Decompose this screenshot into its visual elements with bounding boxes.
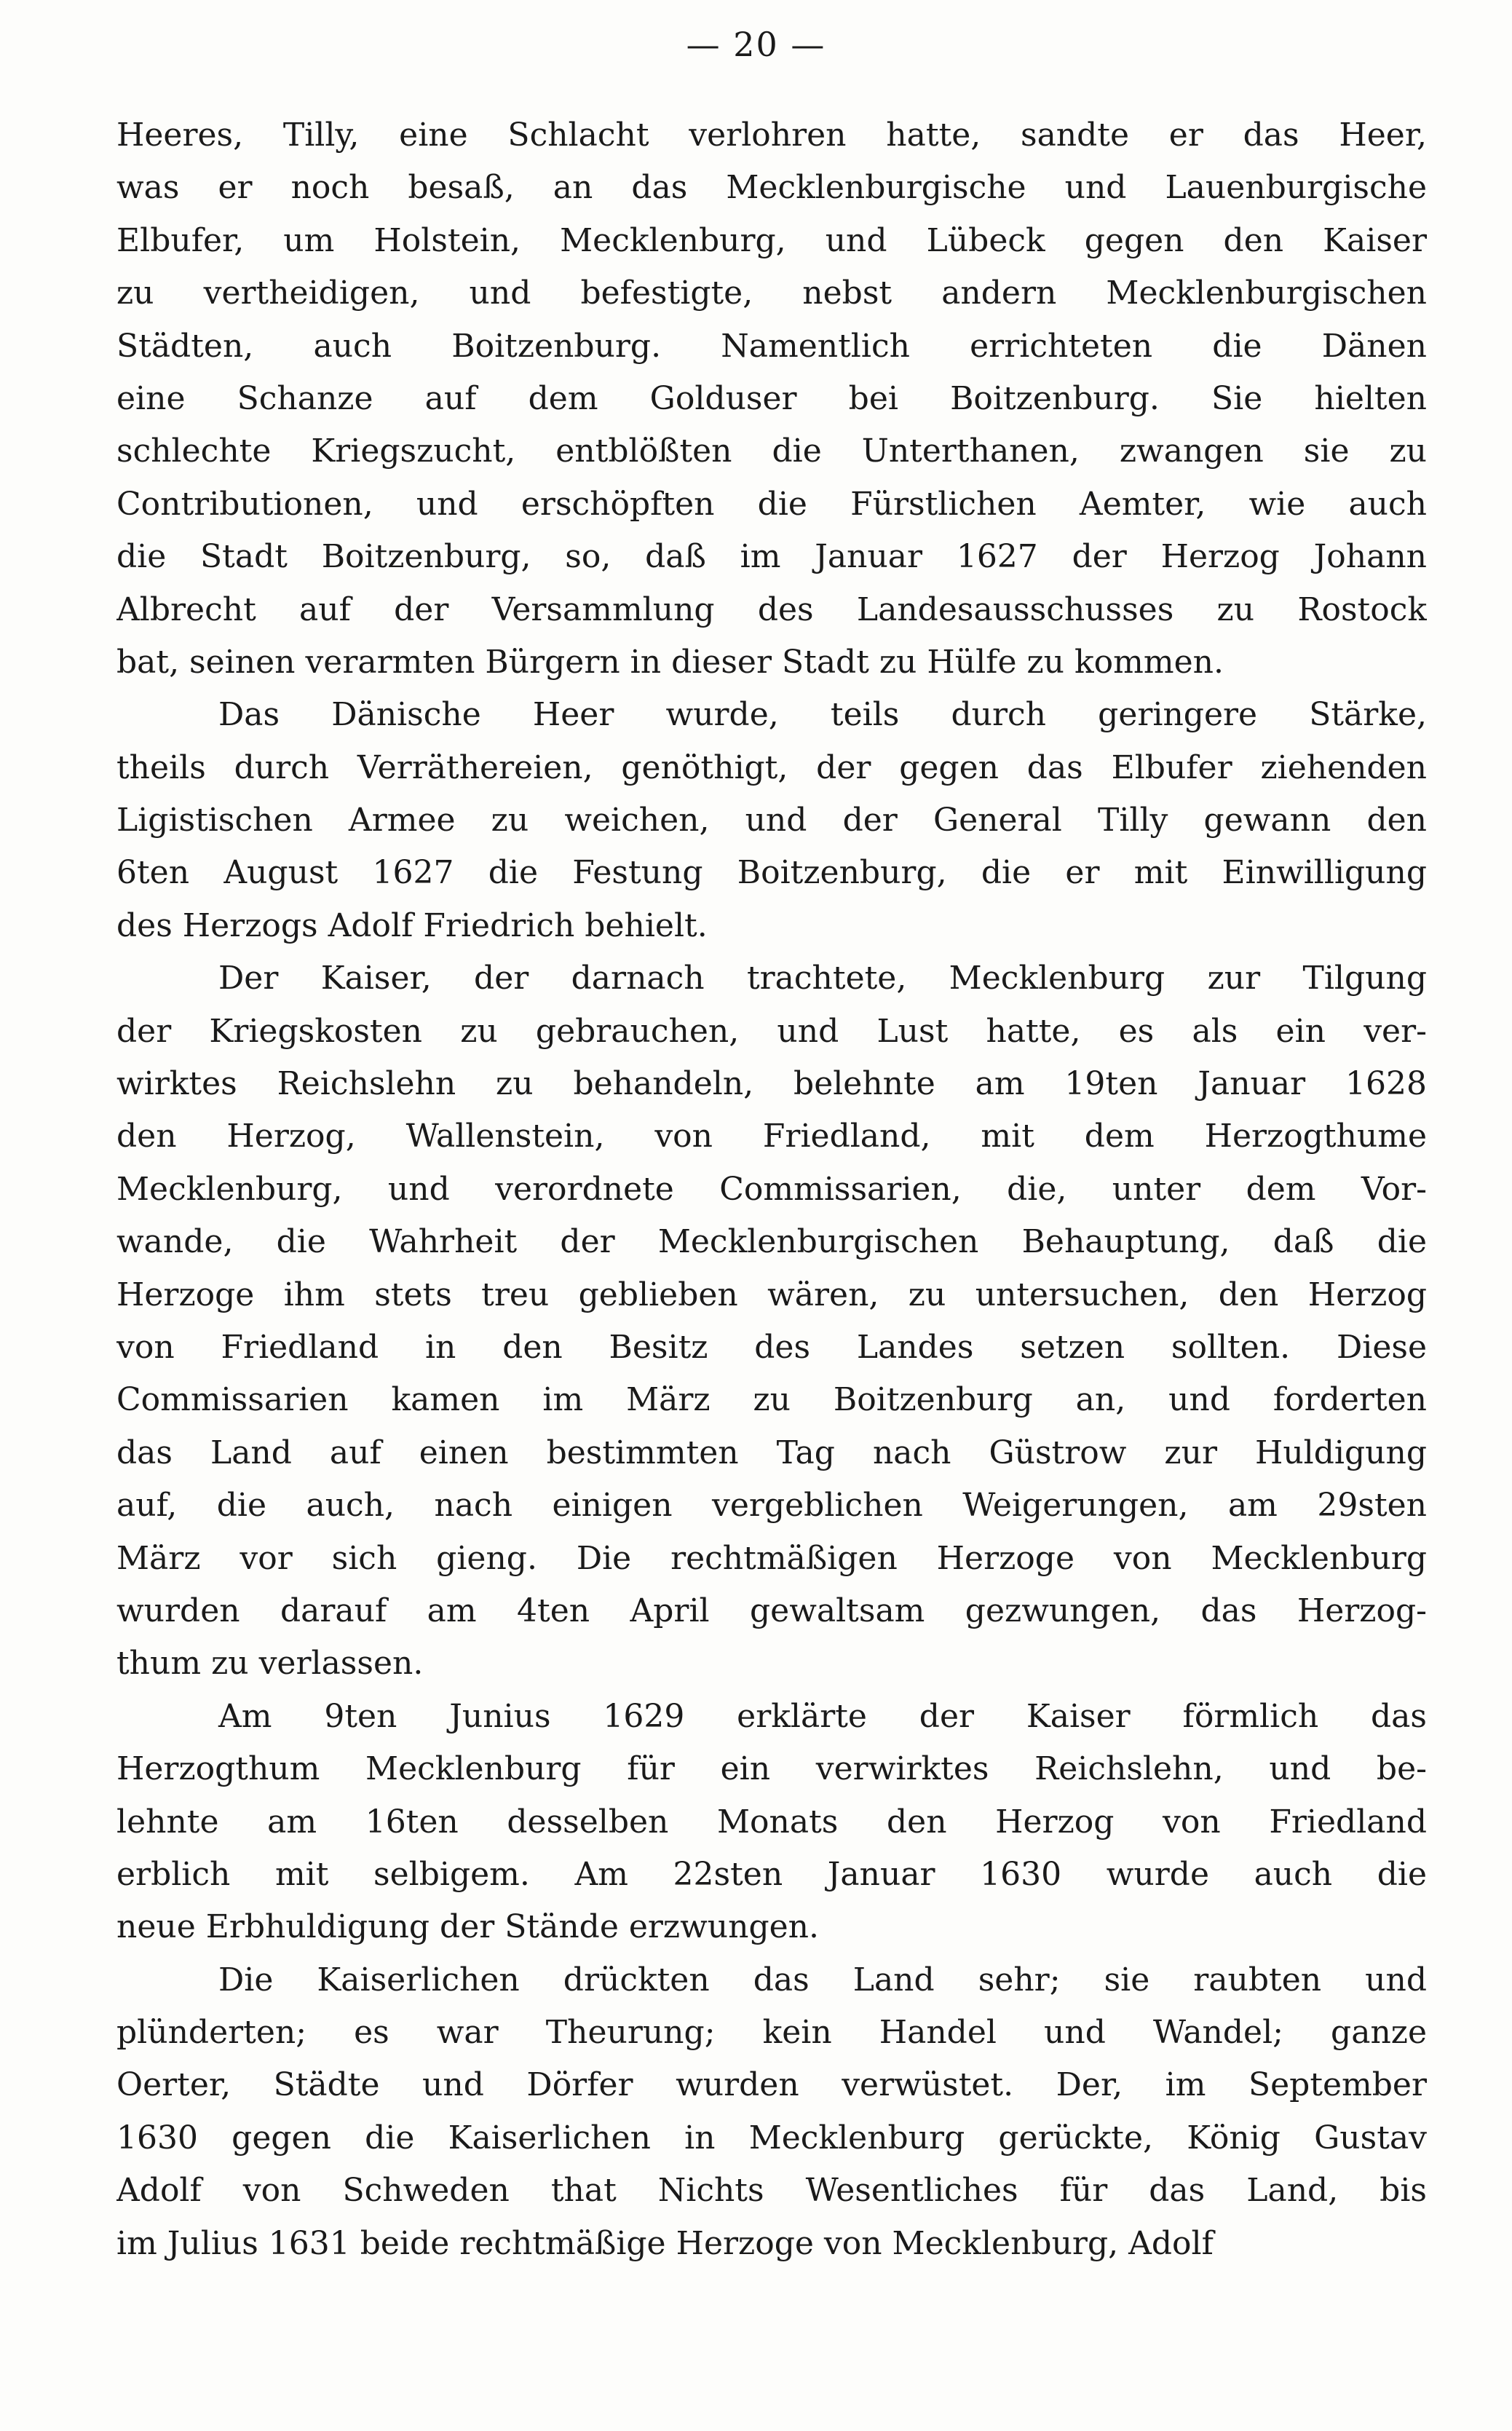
text-line: zu vertheidigen, und befestigte, nebst andern Mecklenburgischen <box>116 274 1427 312</box>
text-line: März vor sich gieng. Die rechtmäßigen Herzoge von Mecklenburg <box>116 1539 1427 1577</box>
paragraph <box>116 1954 1427 2270</box>
text-line: schlechte Kriegszucht, entblößten die Unterthanen, zwangen sie zu <box>116 432 1427 470</box>
text-line: das Land auf einen bestimmten Tag nach Güstrow zur Huldigung <box>116 1434 1427 1471</box>
text-line: neue Erbhuldigung der Stände erzwungen. <box>116 1908 819 1946</box>
text-line: wurden darauf am 4ten April gewaltsam gezwungen, das Herzog- <box>116 1592 1427 1629</box>
text-line: wirktes Reichslehn zu behandeln, belehnte am 19ten Januar 1628 <box>116 1065 1427 1103</box>
text-line: im Julius 1631 beide rechtmäßige Herzoge von Mecklenburg, Adolf <box>116 2224 1214 2262</box>
text-line: Herzogthum Mecklenburg für ein verwirktes Reichslehn, und be- <box>116 1750 1427 1788</box>
text-line: Städten, auch Boitzenburg. Namentlich errichteten die Dänen <box>116 327 1427 365</box>
body-text <box>116 109 1427 2270</box>
paragraph <box>116 952 1427 1690</box>
paragraph <box>116 1691 1427 1954</box>
text-line: Ligistischen Armee zu weichen, und der General Tilly gewann den <box>116 802 1427 839</box>
text-line: von Friedland in den Besitz des Landes setzen sollten. Diese <box>116 1328 1427 1366</box>
text-line: bat, seinen verarmten Bürgern in dieser Stadt zu Hülfe zu kommen. <box>116 643 1224 681</box>
text-line: der Kriegskosten zu gebrauchen, und Lust hatte, es als ein ver- <box>116 1012 1427 1050</box>
text-line: Mecklenburg, und verordnete Commissarien, die, unter dem Vor- <box>116 1170 1427 1208</box>
text-line: lehnte am 16ten desselben Monats den Herzog von Friedland <box>116 1803 1427 1841</box>
text-line: theils durch Verräthereien, genöthigt, der gegen das Elbufer ziehenden <box>116 748 1427 786</box>
text-line: Der Kaiser, der darnach trachtete, Mecklenburg zur Tilgung <box>218 960 1427 997</box>
text-line: des Herzogs Adolf Friedrich behielt. <box>116 906 708 944</box>
text-line: erblich mit selbigem. Am 22sten Januar 1630 wurde auch die <box>116 1855 1427 1893</box>
text-line: auf, die auch, nach einigen vergeblichen Weigerungen, am 29sten <box>116 1487 1427 1525</box>
text-line: Das Dänische Heer wurde, teils durch geringere Stärke, <box>218 696 1427 734</box>
text-line: plünderten; es war Theurung; kein Handel und Wandel; ganze <box>116 2014 1427 2052</box>
text-line: Herzoge ihm stets treu geblieben wären, zu untersuchen, den Herzog <box>116 1276 1427 1313</box>
text-line: Contributionen, und erschöpften die Fürstlichen Aemter, wie auch <box>116 485 1427 523</box>
text-line: Am 9ten Junius 1629 erklärte der Kaiser förmlich das <box>218 1697 1427 1735</box>
text-line: was er noch besaß, an das Mecklenburgische und Lauenburgische <box>116 169 1427 207</box>
text-line: die Stadt Boitzenburg, so, daß im Januar 1627 der Herzog Johann <box>116 538 1427 576</box>
page-number: — 20 — <box>686 25 826 64</box>
text-line: eine Schanze auf dem Golduser bei Boitzenburg. Sie hielten <box>116 379 1427 417</box>
text-line: den Herzog, Wallenstein, von Friedland, mit dem Herzogthume <box>116 1118 1427 1155</box>
text-line: Elbufer, um Holstein, Mecklenburg, und Lübeck gegen den Kaiser <box>116 221 1427 259</box>
text-line: Adolf von Schweden that Nichts Wesentliches für das Land, bis <box>116 2172 1427 2210</box>
text-line: thum zu verlassen. <box>116 1645 424 1683</box>
text-line: Die Kaiserlichen drückten das Land sehr; sie raubten und <box>218 1961 1427 1999</box>
text-line: Commissarien kamen im März zu Boitzenburg an, und forderten <box>116 1381 1427 1419</box>
text-line: 6ten August 1627 die Festung Boitzenburg, die er mit Einwilligung <box>116 854 1427 892</box>
text-line: 1630 gegen die Kaiserlichen in Mecklenburg gerückte, König Gustav <box>116 2119 1427 2157</box>
text-line: Albrecht auf der Versammlung des Landesausschusses zu Rostock <box>116 590 1427 628</box>
text-line: Heeres, Tilly, eine Schlacht verlohren hatte, sandte er das Heer, <box>116 116 1427 154</box>
text-line: Oerter, Städte und Dörfer wurden verwüstet. Der, im September <box>116 2066 1427 2104</box>
paragraph <box>116 689 1427 952</box>
paragraph <box>116 109 1427 689</box>
text-line: wande, die Wahrheit der Mecklenburgischen Behauptung, daß die <box>116 1223 1427 1261</box>
